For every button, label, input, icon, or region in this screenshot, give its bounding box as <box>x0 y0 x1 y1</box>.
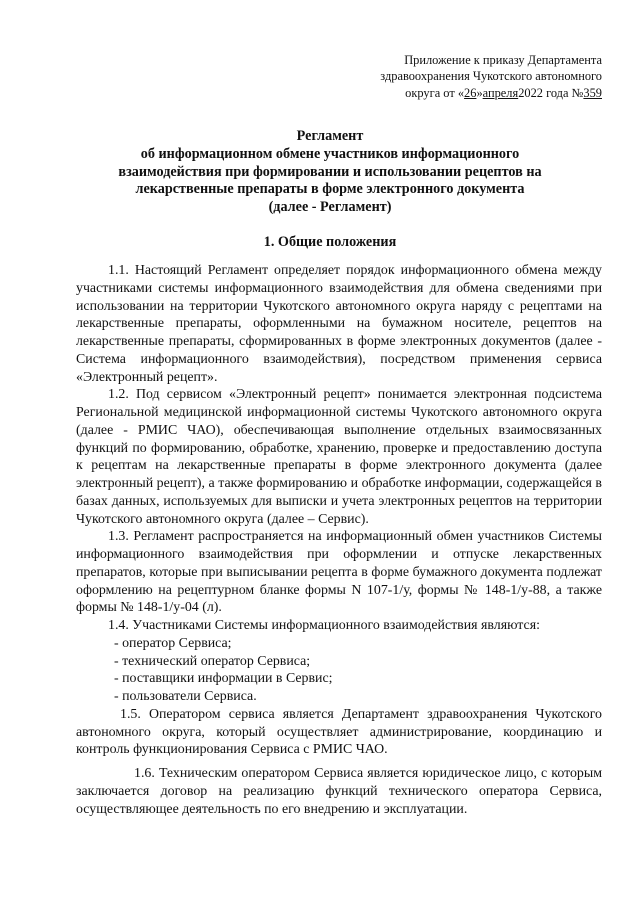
title-line-2: об информационном обмене участников информационного <box>140 145 520 162</box>
appendix-header <box>302 52 602 101</box>
paragraph-1-3: 1.3. Регламент распространяется на информационный обмен участников Системы информационного взаимодействия при оформлении и отпуске лекарственных препаратов, которые при выписывании рецепта в форме бумажного документа подлежат оформлению на рецептурном бланке формы N 107-1/у, формы № 148-1/у-88, а также формы № 148-1/у-04 (л). <box>76 529 602 616</box>
list-item: - оператор Сервиса; <box>114 635 232 651</box>
appendix-date-year: 2022 года № <box>518 85 584 100</box>
title-line-4: лекарственные препараты в форме электронного документа <box>135 181 525 198</box>
title-line-1: Регламент <box>296 128 364 144</box>
appendix-line-3 <box>302 85 602 101</box>
title-line-5: (далее - Регламент) <box>268 199 392 216</box>
paragraph-1-5: 1.5. Оператором сервиса является Департамент здравоохранения Чукотского автономного округа, который осуществляет администрирование, координацию и контроль функционирования Сервиса с РМИС ЧАО. <box>76 706 602 758</box>
list-item: - поставщики информации в Сервис; <box>114 671 333 687</box>
title-line-3: взаимодействия при формировании и использовании рецептов на <box>118 163 542 180</box>
appendix-date-prefix: округа от « <box>405 85 465 100</box>
paragraph-1-2: 1.2. Под сервисом «Электронный рецепт» понимается электронная подсистема Региональной медицинской информационной системы Чукотского автономного округа (далее - РМИС ЧАО), обеспечивающая выполнение отдельных взаимосвязанных функций по формированию, обработке, хранению, проверке и предоставлению доступа к рецептам на лекарственные препараты в форме электронного документа (далее электронный рецепт), а также формированию и обработке информации, содержащейся в базах данных, используемых для выписки и учета электронных рецептов на территории Чукотского автономного округа (далее – Сервис). <box>76 387 602 527</box>
appendix-date-month: апреля <box>482 85 519 100</box>
list-item: - технический оператор Сервиса; <box>114 653 311 669</box>
list-item: - пользователи Сервиса. <box>114 689 257 704</box>
document-body <box>76 262 602 818</box>
appendix-date-day: 26 <box>464 85 477 100</box>
paragraph-1-6: 1.6. Техническим оператором Сервиса является юридическое лицо, с которым заключается договор на реализацию функций технического оператора Сервиса, осуществляющее деятельность по его внедрению и эксплуатации. <box>76 766 602 817</box>
paragraph-1-1: 1.1. Настоящий Регламент определяет порядок информационного обмена между участниками системы информационного взаимодействия для обмена сведениями при использовании на территории Чукотского автономного округа наряду с рецептами на лекарственные препараты, оформленными на бумажном носителе, рецептов на лекарственные препараты, сформированных в форме электронных документов (далее - Система информационного взаимодействия), посредством применения сервиса «Электронный рецепт». <box>76 263 602 385</box>
document-title <box>60 128 600 217</box>
appendix-line-1: Приложение к приказу Департамента <box>404 53 602 67</box>
paragraph-1-4: 1.4. Участниками Системы информационного взаимодействия являются: <box>108 618 540 633</box>
appendix-order-number: 359 <box>583 85 602 100</box>
appendix-date-quote: » <box>476 85 483 100</box>
appendix-line-2: здравоохранения Чукотского автономного <box>380 69 602 84</box>
section-heading: 1. Общие положения <box>263 234 397 250</box>
